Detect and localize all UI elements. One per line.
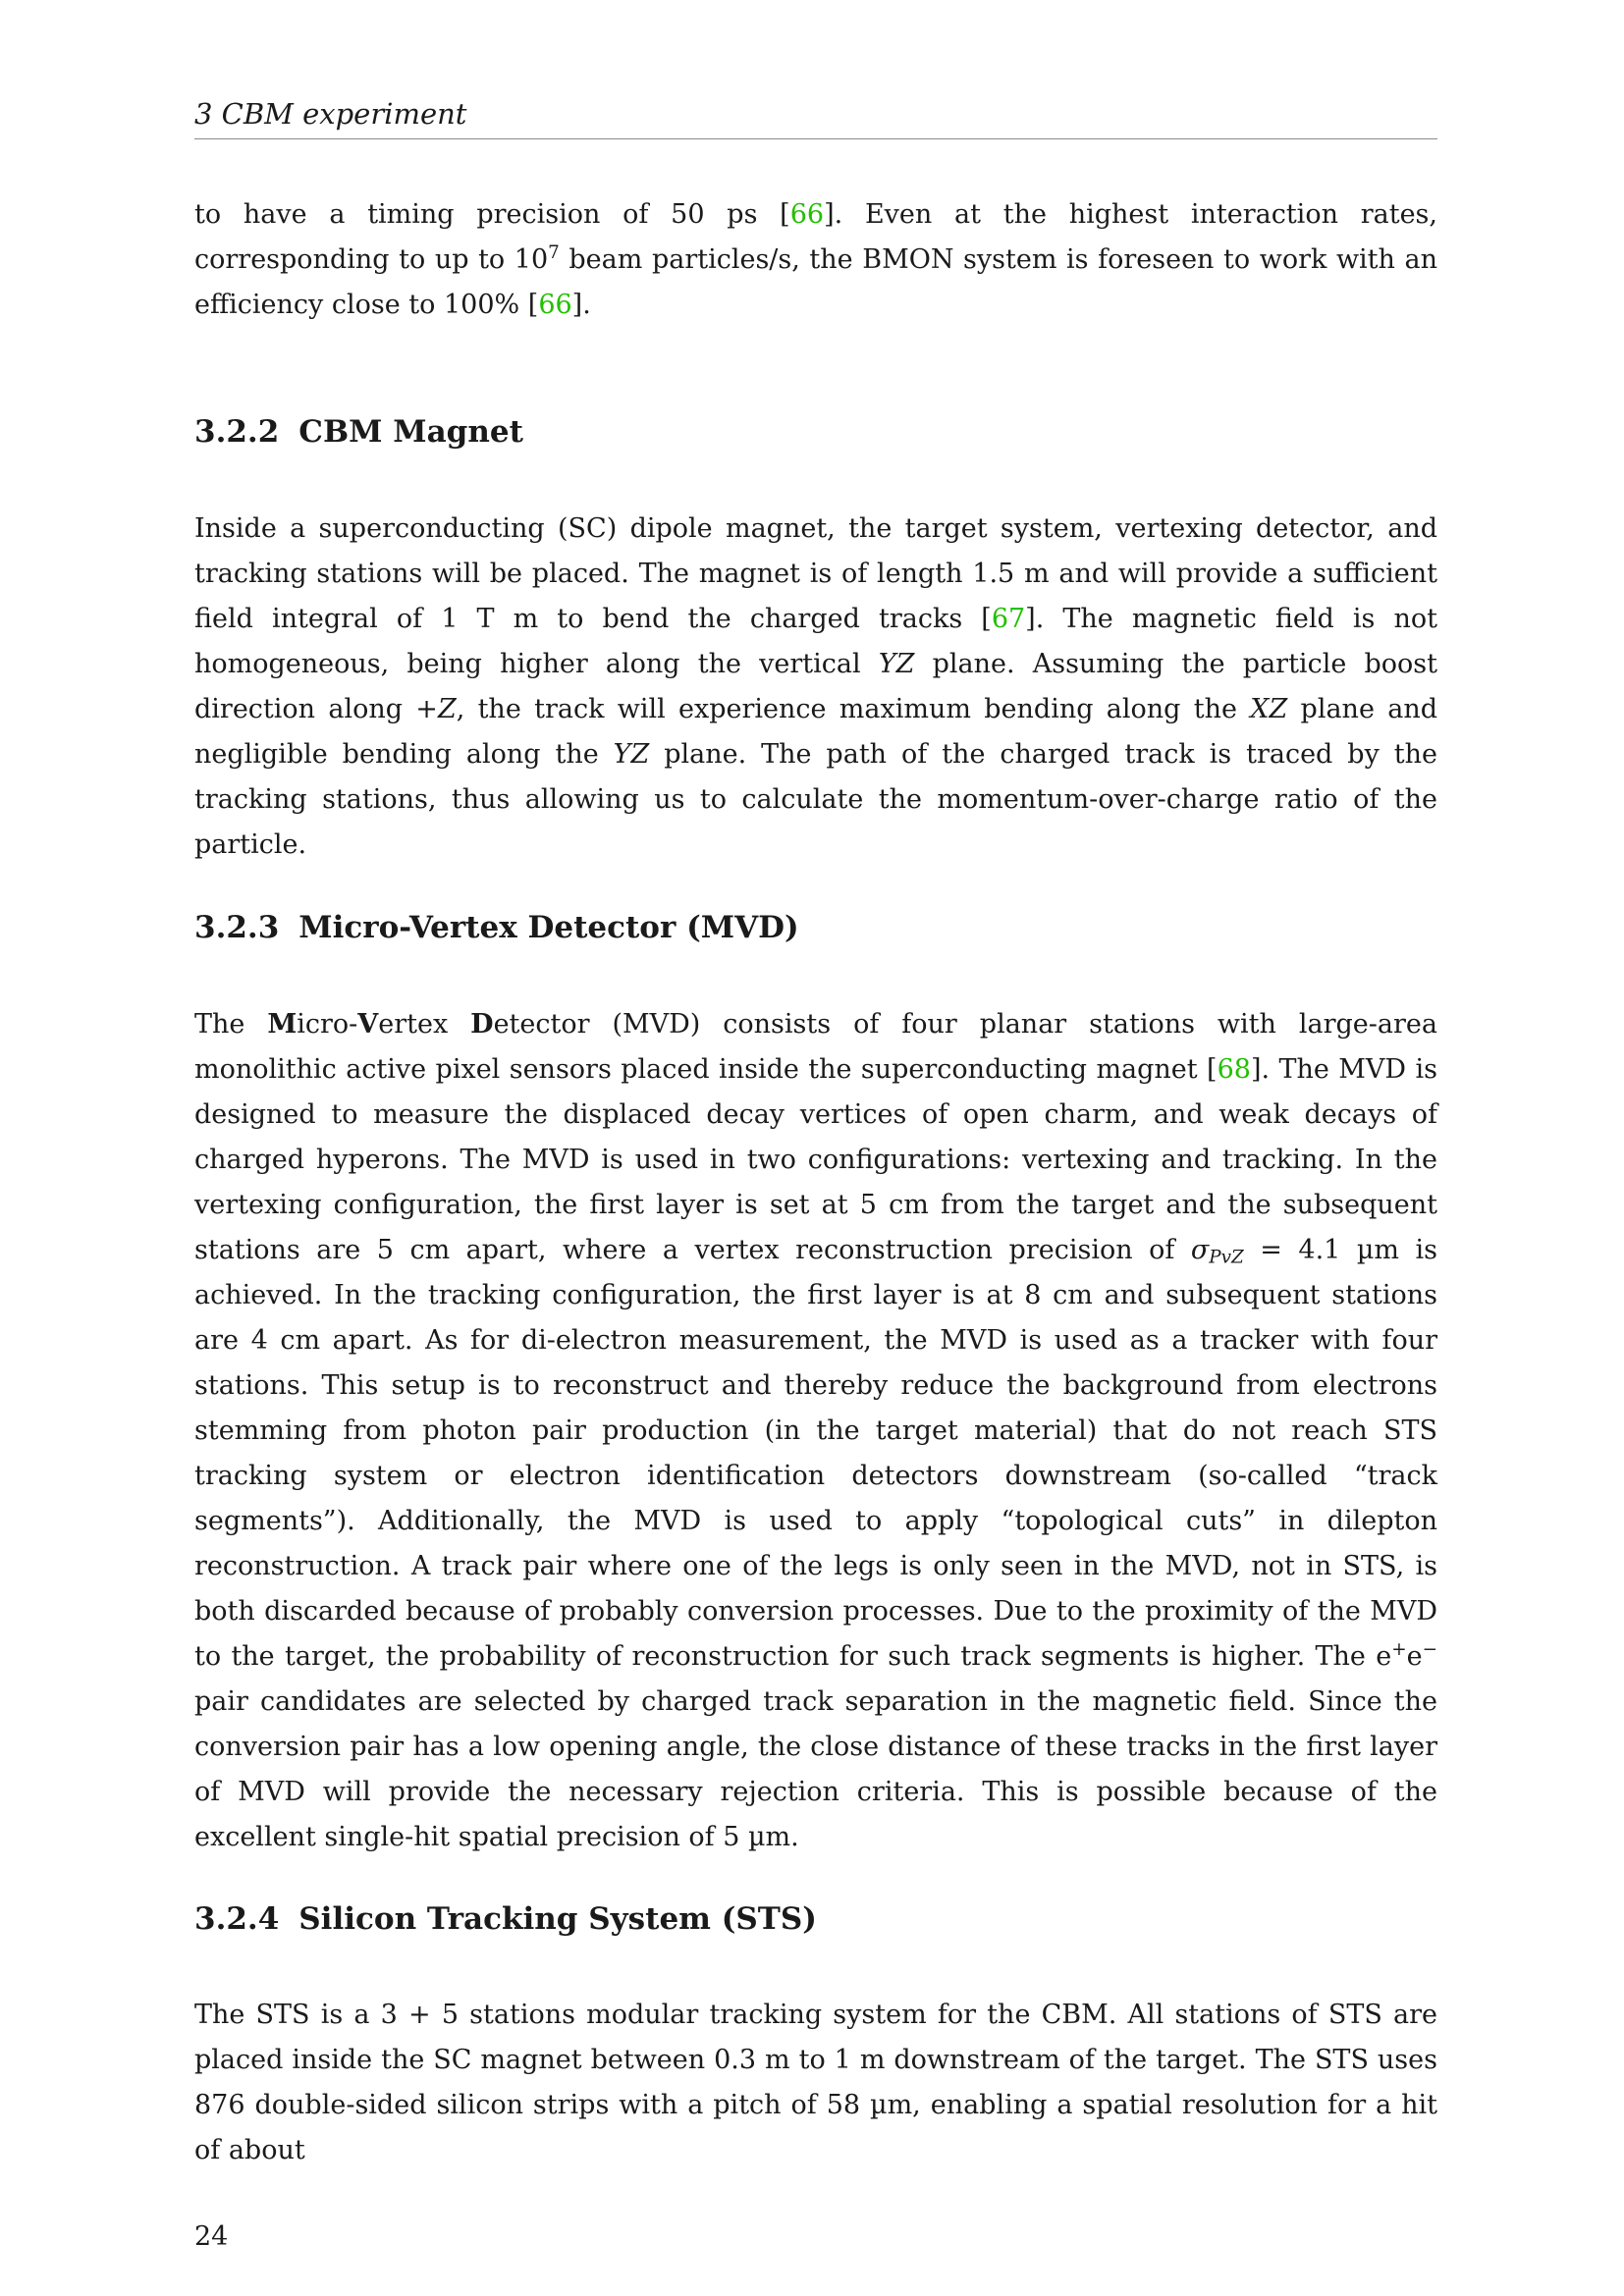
citation-67[interactable]: 67: [991, 604, 1026, 634]
citation-66[interactable]: 66: [789, 199, 825, 230]
magnet-paragraph: Inside a superconducting (SC) dipole magnet, the target system, vertexing detector, and tracking stations will be placed. The magnet is of length 1.5 m and will provide a sufficient field integral of 1 T m to bend the charged tracks [67]. The magnetic field is not homogeneous, being higher along the vertical YZ plane. Assuming the particle boost direction along +Z, the track will experience maximum bending along the XZ plane and negligible bending along the YZ plane. The path of the charged track is traced by the tracking stations, thus allowing us to calculate the momentum-over-charge ratio of the particle.: [194, 513, 1437, 860]
header-rule: [194, 138, 1437, 139]
running-head: 3 CBM experiment: [194, 97, 467, 131]
mvd-paragraph: The Micro-Vertex Detector (MVD) consists of four planar stations with large-area monolithic active pixel sensors placed inside the superconducting magnet [68]. The MVD is designed to measure the displaced decay vertices of open charm, and weak decays of charged hyperons. The MVD is used in two configurations: vertexing and tracking. In the vertexing configuration, the first layer is set at 5 cm from the target and the subsequent stations are 5 cm apart, where a vertex reconstruction precision of $\sigma_{PvZ} = 4.1$ µm is achieved. In the tracking configuration, the first layer is at 8 cm and subsequent stations are 4 cm apart. As for di-electron measurement, the MVD is used as a tracker with four stations. This setup is to reconstruct and thereby reduce the background from electrons stemming from photon pair production (in the target material) that do not reach STS tracking system or electron identification detectors downstream (so-called “track segments”). Additionally, the MVD is used to apply “topological cuts” in dilepton reconstruction. A track pair where one of the legs is only seen in the MVD, not in STS, is both discarded because of probably conversion processes. Due to the proximity of the MVD to the target, the probability of reconstruction for such track segments is higher. The e+e− pair candidates are selected by charged track separation in the magnetic field. Since the conversion pair has a low opening angle, the close distance of these tracks in the first layer of MVD will provide the necessary rejection criteria. This is possible because of the excellent single-hit spatial precision of 5 µm.: [194, 1009, 1437, 1852]
intro-paragraph: to have a timing precision of 50 ps [66]. Even at the highest interaction rates, corresponding to up to $10^7$ beam particles/s, the BMON system is foreseen to work with an efficiency close to 100% [66].: [194, 199, 1437, 320]
sts-paragraph: The STS is a 3 + 5 stations modular tracking system for the CBM. All stations of STS are placed inside the SC magnet between 0.3 m to 1 m downstream of the target. The STS uses 876 double-sided silicon strips with a pitch of 58 µm, enabling a spatial resolution for a hit of about: [194, 2000, 1437, 2165]
citation-68[interactable]: 68: [1217, 1054, 1251, 1085]
section-heading-3-2-4: 3.2.4 Silicon Tracking System (STS): [194, 1901, 817, 1937]
section-heading-3-2-3: 3.2.3 Micro-Vertex Detector (MVD): [194, 910, 799, 945]
page-number: 24: [194, 2221, 229, 2252]
citation-66[interactable]: 66: [538, 290, 572, 320]
section-heading-3-2-2: 3.2.2 CBM Magnet: [194, 414, 523, 450]
